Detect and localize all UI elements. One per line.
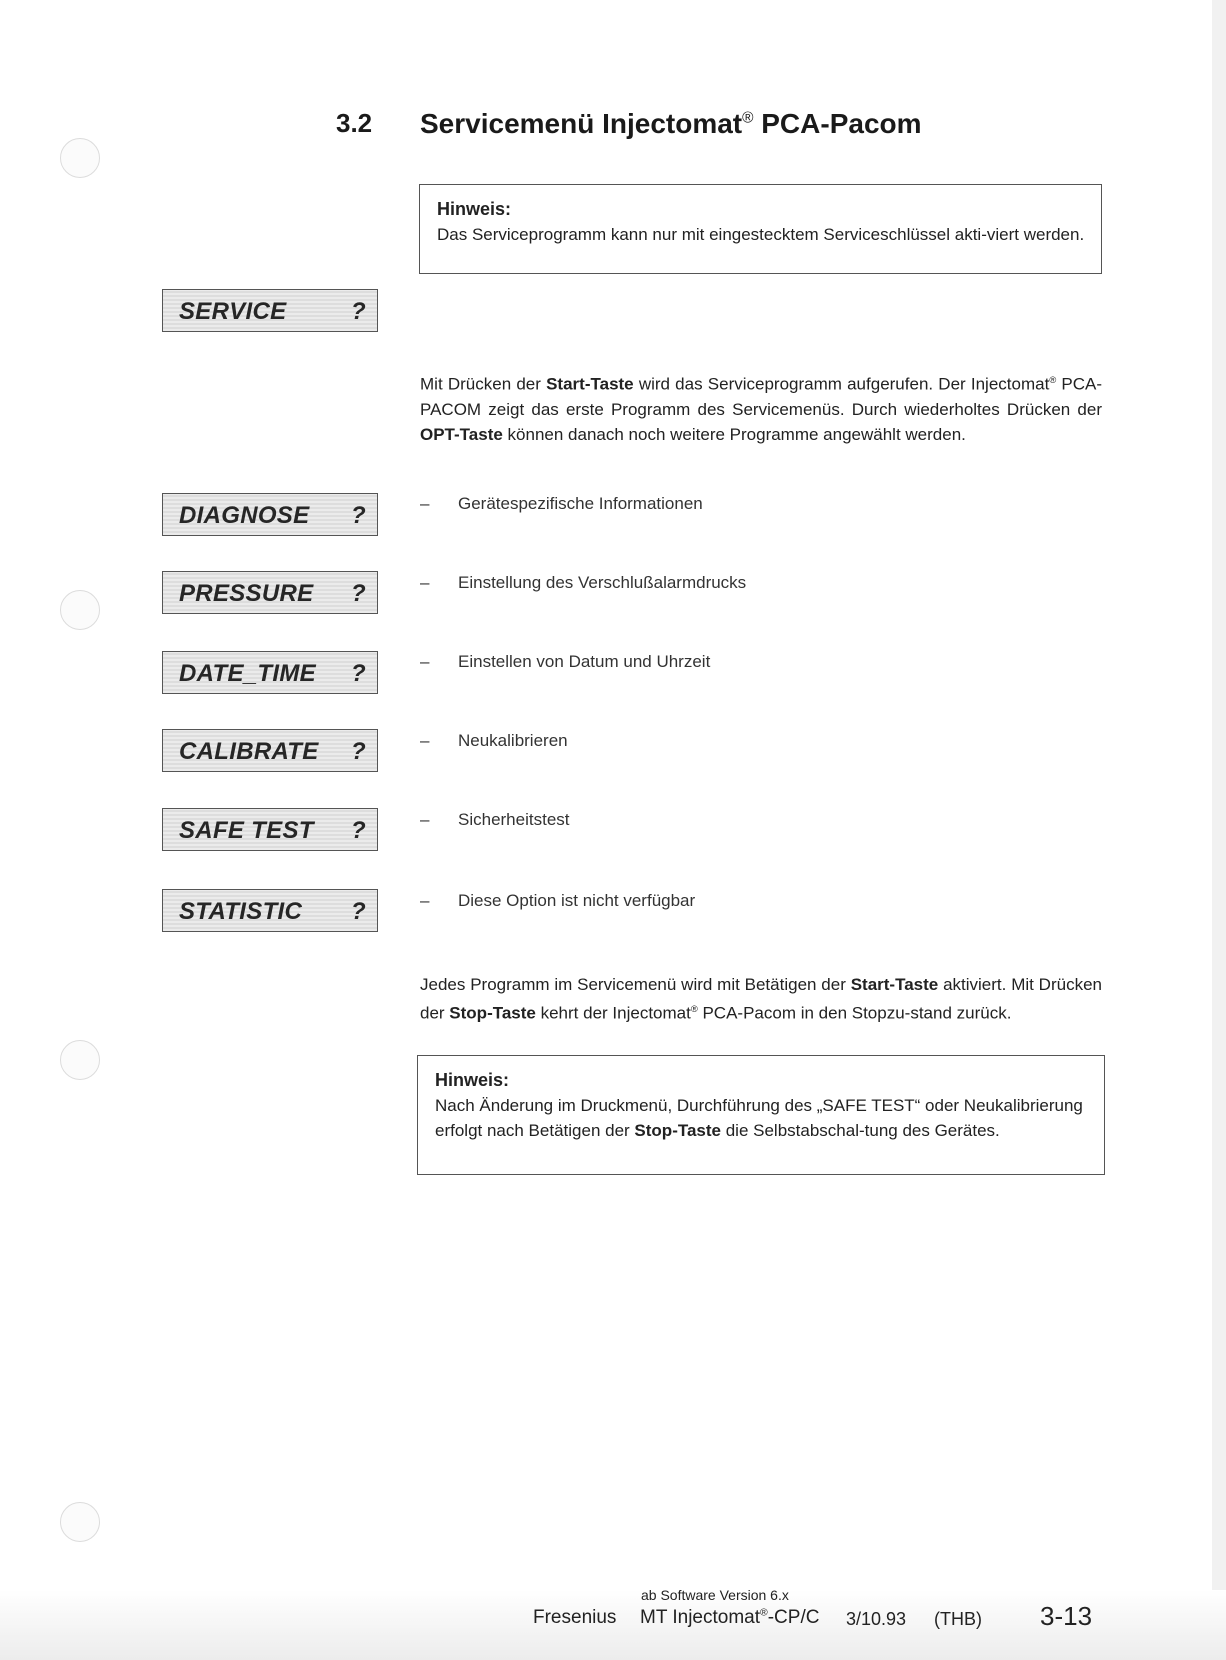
lcd-question-mark: ?	[351, 817, 366, 844]
lcd-label: DATE_TIME	[179, 660, 316, 687]
page-edge-right	[1212, 0, 1226, 1660]
lcd-pressure	[162, 571, 378, 614]
note-text: Das Serviceprogramm kann nur mit eingestecktem Serviceschlüssel akti-viert werden.	[437, 225, 1085, 244]
list-item-text: Einstellung des Verschlußalarmdrucks	[458, 573, 747, 592]
lcd-label: PRESSURE	[179, 580, 314, 607]
list-item-text: Gerätespezifische Informationen	[458, 494, 703, 513]
list-dash: –	[420, 731, 430, 750]
punch-hole	[60, 1040, 100, 1080]
lcd-question-mark: ?	[351, 502, 366, 529]
punch-hole	[60, 138, 100, 178]
note-heading: Hinweis:	[435, 1070, 510, 1090]
list-dash: –	[420, 891, 430, 910]
note-heading: Hinweis:	[437, 199, 512, 219]
list-item-text: Einstellen von Datum und Uhrzeit	[458, 652, 711, 671]
lcd-calibrate	[162, 729, 378, 772]
lcd-statistic	[162, 889, 378, 932]
footer-software-version: ab Software Version 6.x	[641, 1587, 789, 1603]
lcd-label: SERVICE	[179, 298, 287, 325]
note-box	[417, 1055, 1105, 1175]
list-dash: –	[420, 494, 430, 513]
punch-hole	[60, 590, 100, 630]
lcd-question-mark: ?	[351, 298, 366, 325]
lcd-service	[162, 289, 378, 332]
lcd-date-time	[162, 651, 378, 694]
note-box	[419, 184, 1102, 274]
lcd-question-mark: ?	[351, 738, 366, 765]
footer-product: MT Injectomat®-CP/C	[640, 1607, 820, 1628]
lcd-safe-test	[162, 808, 378, 851]
list-dash: –	[420, 652, 430, 671]
intro-paragraph: Mit Drücken der Start-Taste wird das Serviceprogramm aufgerufen. Der Injectomat® PCA-PACOM zeigt das erste Programm des Servicemenüs. Durch wiederholtes Drücken der OPT-Taste können danach noch weitere Programme angewählt werden.	[420, 374, 1103, 444]
lcd-label: CALIBRATE	[179, 738, 319, 765]
section-title: Servicemenü Injectomat® PCA-Pacom	[420, 108, 922, 139]
lcd-label: SAFE TEST	[179, 817, 314, 844]
footer-author: (THB)	[934, 1609, 982, 1629]
list-dash: –	[420, 573, 430, 592]
page-number: 3-13	[1040, 1601, 1093, 1631]
section-number: 3.2	[336, 108, 373, 138]
lcd-diagnose	[162, 493, 378, 536]
lcd-label: STATISTIC	[179, 898, 303, 925]
lcd-question-mark: ?	[351, 898, 366, 925]
lcd-question-mark: ?	[351, 580, 366, 607]
outro-paragraph: Jedes Programm im Servicemenü wird mit Betätigen der Start-Taste aktiviert. Mit Drücken der Stop-Taste kehrt der Injectomat® PCA-Pacom in den Stopzu-stand zurück.	[420, 975, 1102, 1023]
list-item-text: Sicherheitstest	[458, 810, 570, 829]
note-text: Nach Änderung im Druckmenü, Durchführung des „SAFE TEST“ oder Neukalibrierung erfolgt nach Betätigen der Stop-Taste die Selbstabschal-tung des Gerätes.	[435, 1096, 1083, 1140]
punch-hole	[60, 1502, 100, 1542]
lcd-label: DIAGNOSE	[179, 502, 310, 529]
list-dash: –	[420, 810, 430, 829]
list-item-text: Neukalibrieren	[458, 731, 568, 750]
list-item-text: Diese Option ist nicht verfügbar	[458, 891, 696, 910]
lcd-question-mark: ?	[351, 660, 366, 687]
footer-company: Fresenius	[533, 1607, 617, 1628]
footer-date: 3/10.93	[846, 1609, 907, 1629]
